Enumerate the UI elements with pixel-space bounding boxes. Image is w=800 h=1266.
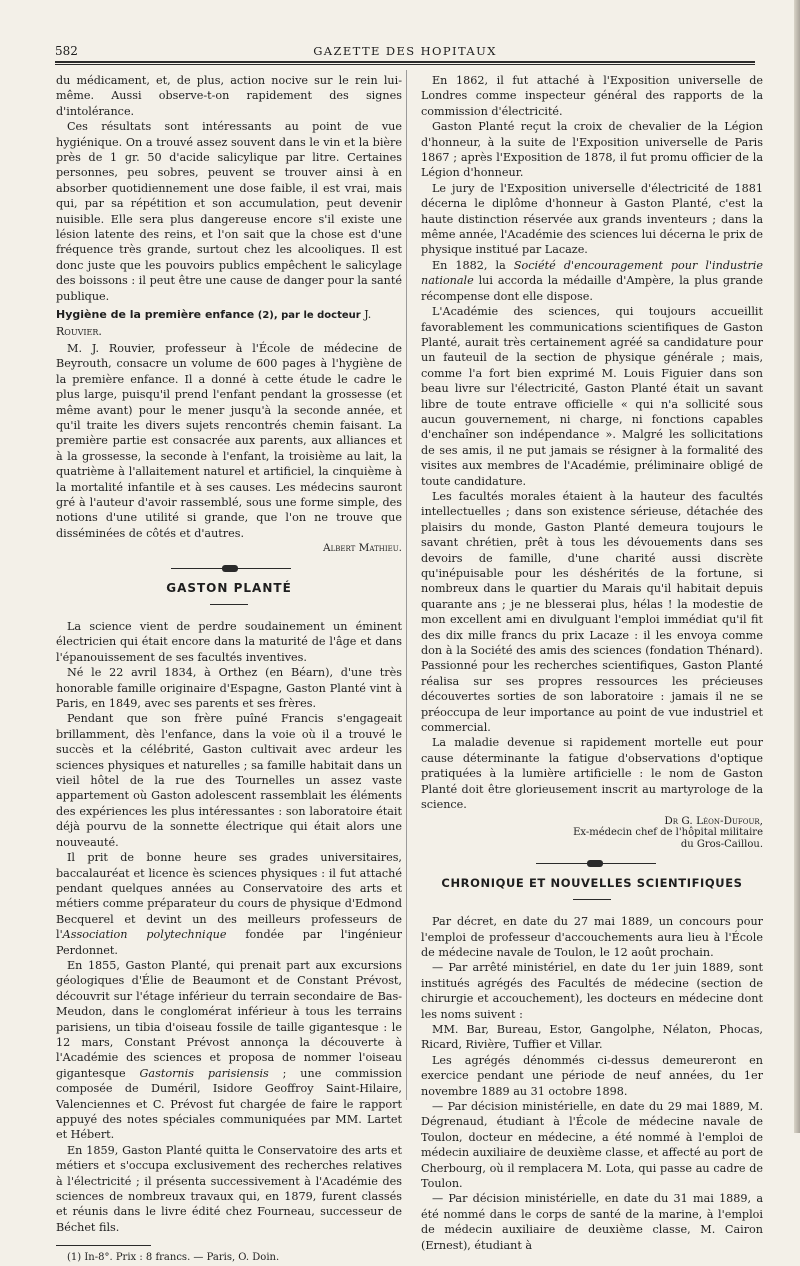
paragraph: Pendant que son frère puîné Francis s'engageait brillamment, dès l'enfance, dans la voie où il a trouvé le succès et la célébrité, Gaston cultivait avec ardeur les sciences physiques et naturelles ; sa famille habitait dans un vieil hôtel de la rue des Tournelles un assez vaste appartement où Gaston adolescent rassemblait les éléments des expériences les plus intéressantes : son laboratoire était déjà pourvu de la sonnette électrique qui était alors une nouveauté. (56, 712, 402, 849)
signature: Albert Mathieu. (323, 542, 402, 555)
page-header (55, 44, 755, 60)
paragraph: En 1862, il fut attaché à l'Exposition universelle de Londres comme inspecteur général des rapports de la commission d'électricité. (421, 74, 763, 118)
journal-title: GAZETTE DES HOPITAUX (313, 44, 497, 58)
page-edge (794, 0, 800, 1133)
paragraph: En 1855, Gaston Planté, qui prenait part aux excursions géologiques d'Élie de Beaumont et de Constant Prévost, découvrit sur l'étage inférieur du terrain secondaire de Bas-Meudon, dans le conglomérat inférieur à tous les terrains parisiens, un tibia d'oiseau fossile de taille gigantesque : le 12 mars, Constant Prévost annonça la découverte à l'Académie des sciences et proposa de nommer l'oiseau gigantesque Gastornis parisiensis ; une commission composée de Duméril, Isidore Geoffroy Saint-Hilaire, Valenciennes et C. Prévost fut chargée de faire le rapport appuyé des notes spéciales communiquées par MM. Lartet et Hébert. (56, 958, 402, 1142)
review-note: (2), par le docteur (254, 310, 365, 322)
signature-name: Dr G. Léon-Dufour, (664, 814, 763, 827)
section-title: CHRONIQUE ET NOUVELLES SCIENTIFIQUES (441, 875, 743, 890)
header-rule-thin (55, 64, 755, 65)
paragraph: Le jury de l'Exposition universelle d'électricité de 1881 décerna le diplôme d'honneur à Gaston Planté, c'est la haute distinction réservée aux grands inventeurs ; dans la même année, l'Académie des sciences lui décerna le prix de physique institué par Lacaze. (421, 181, 763, 257)
header-rule (55, 61, 755, 63)
signature-title: Ex-médecin chef de l'hôpital militaire (573, 826, 763, 838)
left-column (56, 73, 402, 1266)
paragraph: M. J. Rouvier, professeur à l'École de médecine de Beyrouth, consacre un volume de 600 pages à l'hygiène de la première enfance. Il a donné à cette étude le cadre le plus large, puisqu'il prend l'enfant pendant la grossesse (et même avant) pour le mener jusqu'à la seconde année, et qu'il traite les divers sujets rencontrés chemin faisant. La première partie est consacrée aux parents, aux alliances et à la grossesse, la seconde à l'enfant, la troisième au lait, la quatrième à l'allaitement naturel et artificiel, la cinquième à la mortalité infantile et à ses causes. Les médecins sauront gré à l'auteur d'avoir rassemblé, sous une forme simple, des notions d'une utilité si grande, que l'on ne trouve que disséminées de côtés et d'autres. (56, 341, 402, 540)
title-underline (210, 604, 248, 605)
column-divider (406, 70, 407, 1100)
paragraph: Il prit de bonne heure ses grades universitaires, baccalauréat et licence ès sciences physiques : il fut attaché pendant quelques années au Conservatoire des arts et métiers comme préparateur du cours de physique d'Edmond Becquerel et devint un des meilleurs professeurs de l'Association polytechnique fondée par l'ingénieur Perdonnet. (56, 851, 402, 957)
footnote-rule (56, 1245, 151, 1246)
signature-place: du Gros-Caillou. (680, 839, 763, 851)
title-underline (573, 899, 611, 900)
article-title: GASTON PLANTÉ (166, 580, 292, 595)
author-signature (421, 815, 763, 852)
paragraph: MM. Bar, Bureau, Estor, Gangolphe, Nélaton, Phocas, Ricard, Rivière, Tuffier et Villar. (421, 1022, 763, 1052)
paragraph: — Par décision ministérielle, en date du 31 mai 1889, a été nommé dans le corps de santé de la marine, à l'emploi de médecin auxiliaire de deuxième classe, M. Cairon (Ernest), étudiant à (421, 1192, 763, 1252)
paragraph: Ces résultats sont intéressants au point de vue hygiénique. On a trouvé assez souvent dans le vin et la bière près de 1 gr. 50 d'acide salicylique par litre. Certaines personnes, peu sobres, peuvent se trouver ainsi à en absorber quotidiennement une dose faible, il est vrai, mais qui, par sa répétition et son accumulation, peut devenir nuisible. Elle sera plus dangereuse encore s'il existe une lésion latente des reins, et l'on sait que la chose est d'une fréquence très grande, surtout chez les alcooliques. Il est donc juste que les pouvoirs publics empêchent le salicylage des boissons : il peut être une cause de danger pour la santé publique. (56, 120, 402, 303)
paragraph: Les agrégés dénommés ci-dessus demeureront en exercice pendant une période de neuf années, du 1er novembre 1889 au 31 octobre 1898. (421, 1053, 763, 1098)
paragraph: — Par décision ministérielle, en date du 29 mai 1889, M. Dégrenaud, étudiant à l'École de médecine navale de Toulon, docteur en médecine, a été nommé à l'emploi de médecin auxiliaire de deuxième classe, et affecté au port de Cherbourg, où il remplacera M. Lota, qui passe au cadre de Toulon. (421, 1100, 763, 1191)
paragraph: Né le 22 avril 1834, à Orthez (en Béarn), d'une très honorable famille originaire d'Espagne, Gaston Planté vint à Paris, en 1849, avec ses parents et ses frères. (56, 666, 402, 711)
review-heading (56, 307, 402, 339)
page-number: 582 (55, 44, 78, 58)
review-title: Hygiène de la première enfance (56, 308, 255, 322)
footnote: (1) In-8°. Prix : 8 francs. — Paris, O. Doin. (67, 1252, 280, 1264)
paragraph: — Par arrêté ministériel, en date du 1er juin 1889, sont institués agrégés des Facultés de médecine (section de chirurgie et accouchement), les docteurs en médecine dont les noms suivent : (421, 961, 763, 1021)
paragraph: L'Académie des sciences, qui toujours accueillit favorablement les communications scientifiques de Gaston Planté, aurait très certainement agréé sa candidature pour un fauteuil de la section de physique générale ; mais, comme l'a fort bien exprimé M. Louis Figuier dans son beau livre sur l'électricité, Gaston Planté était un savant libre de toute entrave officielle « qui n'a sollicité sous aucun gouvernement, ni charge, ni fonctions capables d'enchaîner son indépendance ». Malgré les sollicitations de ses amis, il ne put jamais se résigner à la formalité des visites aux membres de l'Académie, préliminaire obligé de toute candidature. (421, 305, 763, 488)
paragraph: Par décret, en date du 27 mai 1889, un concours pour l'emploi de professeur d'accouchements aura lieu à l'École de médecine navale de Toulon, le 12 août prochain. (421, 915, 763, 959)
ornament-divider (421, 858, 763, 870)
review-author: J. Rouvier. (56, 308, 372, 338)
paragraph: Les facultés morales étaient à la hauteur des facultés intellectuelles ; dans son existence sérieuse, détachée des plaisirs du monde, Gaston Planté demeura toujours le savant chrétien, prêt à tous les dévouements dans ses devoirs de famille, d'une charité aussi discrète qu'inépuisable pour les déshérités de la fortune, si nombreux dans le quartier du Marais qu'il habitait depuis quarante ans ; je ne blesserai plus, hélas ! la modestie de mon excellent ami en divulguant l'emploi immédiat qu'il fit des dix mille francs du prix Lacaze : il les envoya comme don à la Société des amis des sciences (fondation Thénard). Passionné pour les recherches scientifiques, Gaston Planté réalisa sur ses propres ressources les précieuses découvertes sorties de son laboratoire : jamais il ne se préoccupa de leur importance au point de vue industriel et commercial. (421, 489, 763, 735)
paragraph: La science vient de perdre soudainement un éminent électricien qui était encore dans la maturité de l'âge et dans l'épanouissement de ses facultés inventives. (56, 620, 402, 664)
paragraph: La maladie devenue si rapidement mortelle eut pour cause déterminante la fatigue d'observations d'optique pratiquées à la lumière artificielle : le nom de Gaston Planté doit être glorieusement inscrit au martyrologe de la science. (421, 736, 763, 812)
paragraph: En 1859, Gaston Planté quitta le Conservatoire des arts et métiers et s'occupa exclusivement des recherches relatives à l'électricité ; il présenta successivement à l'Académie des sciences de nombreux travaux qui, en 1879, furent classés et réunis dans le livre édité chez Fourneau, successeur de Béchet fils. (56, 1143, 402, 1234)
ornament-divider (56, 563, 402, 575)
paragraph: Gaston Planté reçut la croix de chevalier de la Légion d'honneur, à la suite de l'Exposition universelle de Paris 1867 ; après l'Exposition de 1878, il fut promu officier de la Légion d'honneur. (421, 120, 763, 180)
right-column (421, 73, 763, 1253)
paragraph: du médicament, et, de plus, action nocive sur le rein lui-même. Aussi observe-t-on rapidement des signes d'intolérance. (56, 74, 402, 118)
paragraph: En 1882, la Société d'encouragement pour l'industrie nationale lui accorda la médaille d'Ampère, la plus grande récompense dont elle dispose. (421, 258, 763, 303)
